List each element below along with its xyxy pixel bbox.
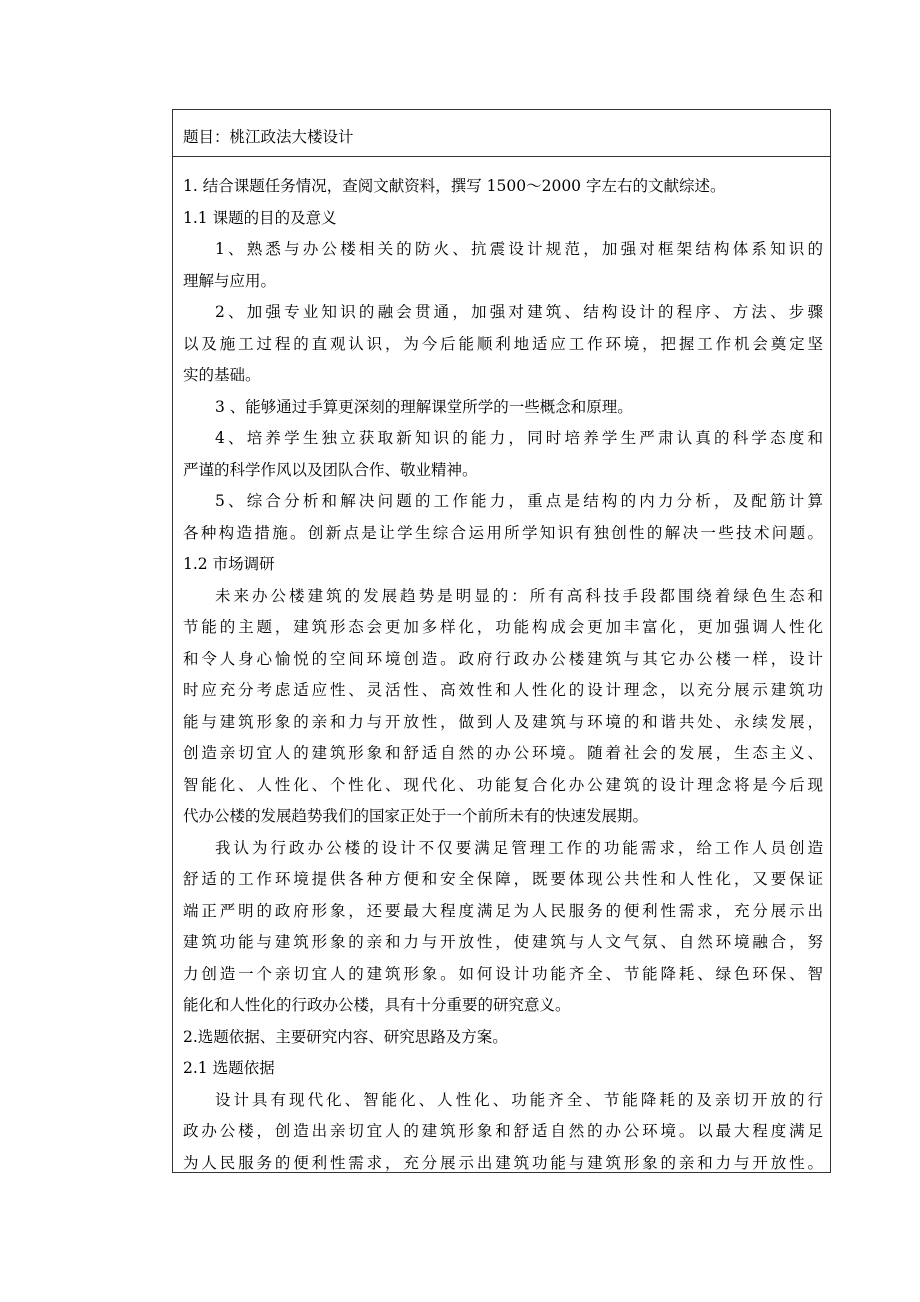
text-line: 1.1 课题的目的及意义 [183, 208, 337, 227]
text-line: 2、加强专业知识的融会贯通，加强对建筑、结构设计的程序、方法、步骤 [215, 303, 823, 321]
text-line: 4、培养学生独立获取新知识的能力，同时培养学生严肃认真的科学态度和 [215, 429, 823, 447]
text-line: 建筑功能与建筑形象的亲和力与开放性，使建筑与人文气氛、自然环境融合，努 [183, 933, 823, 951]
title-row [173, 110, 830, 157]
text-line: 端正严明的政府形象，还要最大程度满足为人民服务的便利性需求，充分展示出 [183, 901, 823, 920]
text-line: 1.2 市场调研 [183, 555, 275, 573]
document-table [172, 109, 831, 1173]
text-line: 创造亲切宜人的建筑形象和舒适自然的办公环境。随着社会的发展，生态主义、 [183, 744, 823, 762]
text-line: 理解与应用。 [183, 271, 277, 290]
text-line: 节能的主题，建筑形态会更加多样化，功能构成会更加丰富化，更加强调人性化 [183, 618, 823, 636]
text-line: 1、熟悉与办公楼相关的防火、抗震设计规范，加强对框架结构体系知识的 [215, 240, 823, 258]
text-line: 各种构造措施。创新点是让学生综合运用所学知识有独创性的解决一些技术问题。 [183, 523, 823, 542]
text-line: 能化和人性化的行政办公楼，具有十分重要的研究意义。 [183, 996, 571, 1014]
text-line: 代办公楼的发展趋势我们的国家正处于一个前所未有的快速发展期。 [183, 807, 649, 825]
text-line: 实的基础。 [183, 366, 261, 384]
text-line: 1. 结合课题任务情况，查阅文献资料，撰写 1500～2000 字左右的文献综述。 [183, 177, 726, 195]
text-line: 和令人身心愉悦的空间环境创造。政府行政办公楼建筑与其它办公楼一样，设计 [183, 649, 823, 668]
text-line: 时应充分考虑适应性、灵活性、高效性和人性化的设计理念，以充分展示建筑功 [183, 681, 823, 699]
text-line: 智能化、人性化、个性化、现代化、功能复合化办公建筑的设计理念将是今后现 [183, 775, 823, 794]
text-line: 我认为行政办公楼的设计不仅要满足管理工作的功能需求，给工作人员创造 [215, 838, 823, 857]
text-line: 设计具有现代化、智能化、人性化、功能齐全、节能降耗的及亲切开放的行 [215, 1090, 823, 1109]
text-line: 舒适的工作环境提供各种方便和安全保障，既要体现公共性和人性化，又要保证 [183, 870, 823, 888]
text-line: 5、综合分析和解决问题的工作能力，重点是结构的内力分析，及配筋计算 [215, 492, 823, 510]
document-body [183, 171, 823, 1179]
text-line: 2.选题依据、主要研究内容、研究思路及方案。 [183, 1027, 508, 1046]
text-line: 能与建筑形象的亲和力与开放性，做到人及建筑与环境的和谐共处、永续发展， [183, 712, 823, 731]
text-line: 以及施工过程的直观认识，为今后能顺利地适应工作环境，把握工作机会奠定坚 [183, 334, 823, 353]
text-line: 3 、能够通过手算更深刻的理解课堂所学的一些概念和原理。 [215, 397, 633, 416]
document-title: 题目：桃江政法大楼设计 [183, 128, 354, 146]
text-line: 为人民服务的便利性需求，充分展示出建筑功能与建筑形象的亲和力与开放性。 [183, 1153, 823, 1172]
text-line: 政办公楼，创造出亲切宜人的建筑形象和舒适自然的办公环境。以最大程度满足 [183, 1122, 823, 1140]
text-line: 严谨的科学作风以及团队合作、敬业精神。 [183, 460, 478, 479]
text-line: 力创造一个亲切宜人的建筑形象。如何设计功能齐全、节能降耗、绿色环保、智 [183, 964, 823, 983]
text-line: 2.1 选题依据 [183, 1059, 275, 1077]
text-line: 未来办公楼建筑的发展趋势是明显的：所有高科技手段都围绕着绿色生态和 [215, 586, 823, 605]
